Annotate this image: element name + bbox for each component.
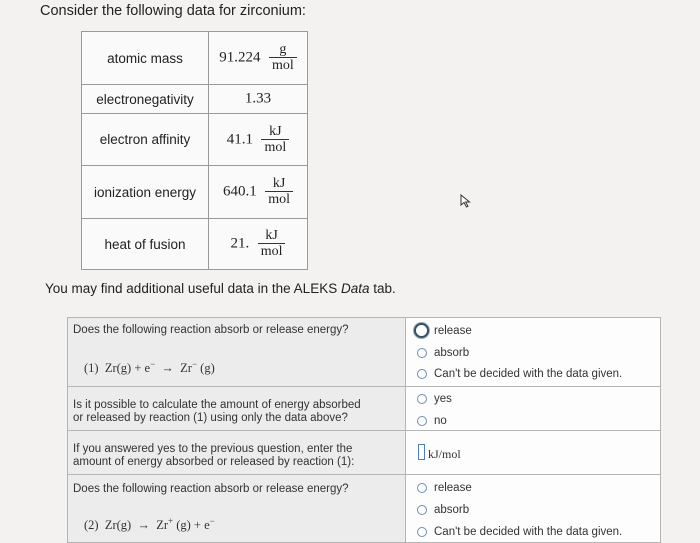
row-label: atomic mass: [82, 32, 209, 85]
page-title: Consider the following data for zirconium:: [40, 3, 306, 19]
radio-icon[interactable]: [417, 505, 427, 515]
radio-icon[interactable]: [417, 527, 427, 537]
element-data-table: [81, 31, 308, 270]
energy-answer-input[interactable]: [418, 444, 425, 460]
radio-selected-icon[interactable]: [414, 323, 429, 338]
q2-prompt: Is it possible to calculate the amount of energy absorbed or released by reaction (1) using only the data above?: [73, 399, 361, 424]
row-label: electronegativity: [82, 85, 209, 114]
row-label: ionization energy: [82, 166, 209, 219]
unit-fraction: $\frac{g}{\text{mol}}$: [269, 42, 297, 74]
radio-icon[interactable]: [417, 394, 427, 404]
answer-unit: kJ/mol: [428, 447, 461, 461]
unit-fraction: $\frac{kJ}{\text{mol}}$: [261, 124, 289, 156]
radio-icon[interactable]: [417, 416, 427, 426]
row-value: 1.33: [244, 90, 272, 107]
q4-option-release[interactable]: release: [417, 482, 472, 494]
unit-fraction: $\frac{kJ}{\text{mol}}$: [265, 176, 293, 208]
row-value: 640.1: [223, 183, 257, 200]
q1-prompt: Does the following reaction absorb or release energy?: [73, 324, 349, 336]
row-label: heat of fusion: [82, 219, 209, 270]
row-label: electron affinity: [82, 114, 209, 166]
q2-option-no[interactable]: no: [417, 415, 447, 427]
table-row: [82, 85, 308, 114]
table-row: [82, 114, 308, 166]
radio-icon[interactable]: [417, 483, 427, 493]
mouse-cursor-icon: [460, 194, 472, 208]
unit-fraction: $\frac{kJ}{\text{mol}}$: [258, 228, 286, 260]
table-row: [82, 166, 308, 219]
q4-prompt: Does the following reaction absorb or release energy?: [73, 483, 349, 495]
row-value: 91.224: [219, 49, 261, 66]
row-value: 21.: [230, 235, 250, 252]
row-value: 41.1: [226, 131, 253, 147]
reaction-2: (2) Zr(g) → Zr+ (g) + e−: [84, 516, 215, 533]
reaction-1: (1) Zr(g) + e− → Zr− (g): [84, 359, 215, 376]
q1-option-absorb[interactable]: absorb: [417, 347, 469, 359]
q4-option-absorb[interactable]: absorb: [417, 504, 469, 516]
table-row: [82, 32, 308, 85]
table-row: [82, 219, 308, 270]
radio-icon[interactable]: [417, 369, 427, 379]
q2-option-yes[interactable]: yes: [417, 393, 452, 405]
question-panel: [67, 317, 661, 543]
data-tab-hint: You may find additional useful data in the ALEKS Data tab.: [45, 281, 396, 296]
radio-icon[interactable]: [417, 348, 427, 358]
q3-prompt: If you answered yes to the previous question, enter the amount of energy absorbed or released by reaction (1):: [73, 443, 355, 468]
q4-option-cant-decide[interactable]: Can't be decided with the data given.: [417, 526, 622, 538]
q1-option-release[interactable]: release: [417, 323, 472, 338]
q1-option-cant-decide[interactable]: Can't be decided with the data given.: [417, 368, 622, 380]
